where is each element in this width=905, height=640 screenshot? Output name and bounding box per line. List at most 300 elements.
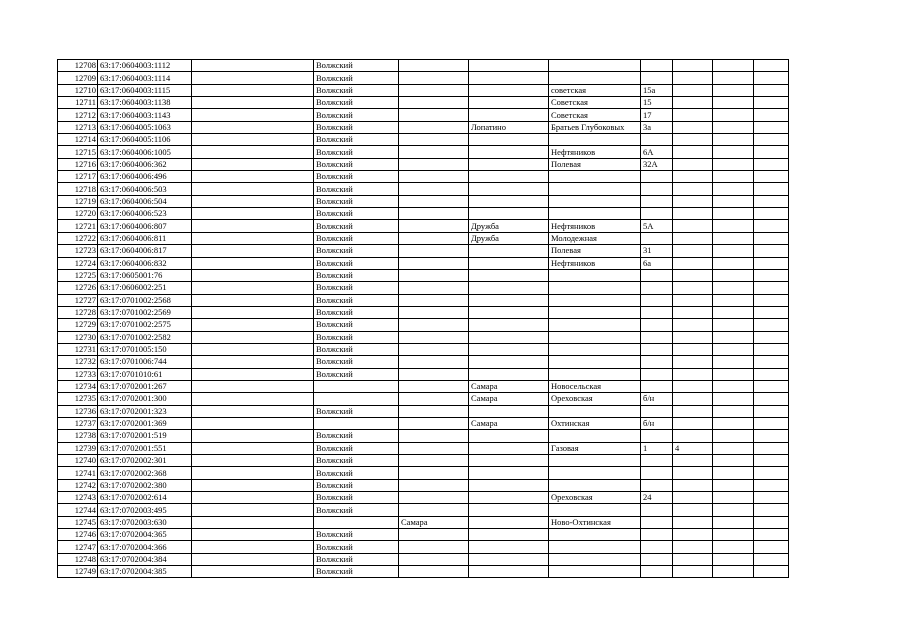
cell-apartment [713,282,754,294]
cell-district: Волжский [314,72,399,84]
cell-building [673,134,713,146]
cell-empty-column [192,294,314,306]
cell-cadastral-number: 63:17:0701002:2568 [98,294,192,306]
cell-cadastral-number: 63:17:0604006:832 [98,257,192,269]
cell-empty-column [192,442,314,454]
cell-building [673,368,713,380]
cell-settlement: Самара [469,380,549,392]
cell-empty-column [192,319,314,331]
cell-house: 31 [641,245,673,257]
table-row [58,380,789,392]
cell-extra [754,109,789,121]
cell-empty-column [192,158,314,170]
cell-apartment [713,393,754,405]
table-row [58,479,789,491]
cell-house [641,467,673,479]
cell-district: Волжский [314,171,399,183]
cell-settlement [469,430,549,442]
cell-cadastral-number: 63:17:0702004:365 [98,529,192,541]
cell-settlement [469,442,549,454]
cell-apartment [713,467,754,479]
cell-house [641,430,673,442]
cell-empty-column [192,257,314,269]
cell-extra [754,368,789,380]
cell-empty-column [192,455,314,467]
cell-building [673,319,713,331]
cell-house: 5А [641,220,673,232]
cell-settlement [469,257,549,269]
cell-extra [754,467,789,479]
cell-extra [754,72,789,84]
cell-house [641,319,673,331]
cell-settlement [469,467,549,479]
table-row [58,492,789,504]
cell-district: Волжский [314,529,399,541]
cell-city [399,405,469,417]
cell-district: Волжский [314,245,399,257]
table-row [58,516,789,528]
cell-settlement [469,171,549,183]
cell-street [549,343,641,355]
cell-street [549,405,641,417]
cell-district: Волжский [314,319,399,331]
cell-house [641,343,673,355]
cell-cadastral-number: 63:17:0702003:495 [98,504,192,516]
cell-row-number: 12730 [58,331,98,343]
cell-street [549,430,641,442]
cell-apartment [713,417,754,429]
cell-cadastral-number: 63:17:0604003:1112 [98,60,192,72]
cell-apartment [713,479,754,491]
table-row [58,306,789,318]
cell-empty-column [192,60,314,72]
cell-cadastral-number: 63:17:0604006:807 [98,220,192,232]
table-row [58,208,789,220]
cell-street [549,529,641,541]
table-row [58,356,789,368]
cell-house [641,455,673,467]
cell-building [673,380,713,392]
cell-city [399,343,469,355]
cell-city [399,331,469,343]
cell-cadastral-number: 63:17:0701002:2569 [98,306,192,318]
cell-row-number: 12733 [58,368,98,380]
cell-street: Советская [549,97,641,109]
cell-settlement [469,405,549,417]
table-row [58,553,789,565]
cell-extra [754,208,789,220]
cell-empty-column [192,541,314,553]
cell-extra [754,455,789,467]
cell-cadastral-number: 63:17:0702002:380 [98,479,192,491]
cell-empty-column [192,380,314,392]
cell-row-number: 12744 [58,504,98,516]
table-row [58,294,789,306]
cell-empty-column [192,331,314,343]
cell-city [399,72,469,84]
table-row [58,195,789,207]
cell-settlement [469,343,549,355]
cell-city [399,553,469,565]
cell-city [399,566,469,578]
data-table [57,59,789,578]
cell-row-number: 12736 [58,405,98,417]
cell-cadastral-number: 63:17:0701005:150 [98,343,192,355]
cell-city [399,245,469,257]
cell-building [673,492,713,504]
cell-street: Новосельская [549,380,641,392]
cell-building [673,430,713,442]
table-body [58,60,789,578]
cell-city [399,60,469,72]
cell-district: Волжский [314,232,399,244]
cell-street [549,60,641,72]
cell-settlement [469,566,549,578]
cell-street [549,368,641,380]
cell-settlement [469,319,549,331]
cell-settlement [469,97,549,109]
cell-street: советская [549,84,641,96]
cell-building: 4 [673,442,713,454]
cell-row-number: 12738 [58,430,98,442]
cell-row-number: 12711 [58,97,98,109]
cell-row-number: 12735 [58,393,98,405]
cell-street: Нефтяников [549,146,641,158]
cell-apartment [713,504,754,516]
cell-street [549,195,641,207]
cell-house: 6а [641,257,673,269]
cell-city [399,393,469,405]
cell-settlement: Самара [469,393,549,405]
cell-row-number: 12720 [58,208,98,220]
table-row [58,430,789,442]
cell-city [399,269,469,281]
cell-city [399,541,469,553]
cell-empty-column [192,529,314,541]
cell-cadastral-number: 63:17:0604006:523 [98,208,192,220]
cell-settlement [469,306,549,318]
cell-row-number: 12710 [58,84,98,96]
cell-empty-column [192,405,314,417]
cell-extra [754,417,789,429]
cell-settlement [469,455,549,467]
cell-apartment [713,183,754,195]
cell-house [641,504,673,516]
table-row [58,319,789,331]
cell-city [399,171,469,183]
cell-row-number: 12749 [58,566,98,578]
cell-building [673,504,713,516]
cell-empty-column [192,245,314,257]
cell-house: 24 [641,492,673,504]
cell-empty-column [192,171,314,183]
cell-row-number: 12715 [58,146,98,158]
cell-building [673,232,713,244]
cell-apartment [713,455,754,467]
cell-row-number: 12739 [58,442,98,454]
cell-row-number: 12740 [58,455,98,467]
cell-empty-column [192,492,314,504]
cell-city [399,356,469,368]
cell-row-number: 12727 [58,294,98,306]
cell-apartment [713,171,754,183]
cell-building [673,479,713,491]
cell-extra [754,282,789,294]
cell-extra [754,232,789,244]
cell-extra [754,405,789,417]
cell-empty-column [192,356,314,368]
cell-apartment [713,541,754,553]
cell-empty-column [192,134,314,146]
cell-city [399,84,469,96]
cell-settlement [469,492,549,504]
cell-city [399,220,469,232]
cell-building [673,417,713,429]
cell-street: Охтинская [549,417,641,429]
cell-cadastral-number: 63:17:0604003:1115 [98,84,192,96]
table-row [58,504,789,516]
cell-settlement [469,208,549,220]
cell-city [399,282,469,294]
cell-row-number: 12721 [58,220,98,232]
cell-city [399,158,469,170]
cell-building [673,146,713,158]
cell-house [641,232,673,244]
cell-empty-column [192,121,314,133]
cell-empty-column [192,306,314,318]
cell-house: 15 [641,97,673,109]
cell-settlement [469,282,549,294]
cell-street [549,72,641,84]
cell-street [549,269,641,281]
cell-house: 6А [641,146,673,158]
cell-apartment [713,146,754,158]
cell-house [641,516,673,528]
cell-empty-column [192,516,314,528]
cell-cadastral-number: 63:17:0604006:1005 [98,146,192,158]
cell-cadastral-number: 63:17:0604006:496 [98,171,192,183]
cell-settlement [469,553,549,565]
cell-street: Советская [549,109,641,121]
cell-building [673,405,713,417]
cell-district: Волжский [314,97,399,109]
cell-building [673,455,713,467]
cell-row-number: 12709 [58,72,98,84]
cell-apartment [713,380,754,392]
cell-street: Нефтяников [549,220,641,232]
cell-building [673,158,713,170]
table-row [58,331,789,343]
cell-row-number: 12737 [58,417,98,429]
cell-apartment [713,257,754,269]
cell-building [673,220,713,232]
cell-row-number: 12713 [58,121,98,133]
cell-cadastral-number: 63:17:0604006:811 [98,232,192,244]
cell-city [399,442,469,454]
cell-district: Волжский [314,84,399,96]
cell-house [641,368,673,380]
cell-extra [754,134,789,146]
cell-city [399,467,469,479]
cell-house [641,171,673,183]
cell-row-number: 12725 [58,269,98,281]
cell-house [641,479,673,491]
cell-settlement [469,134,549,146]
cell-building [673,109,713,121]
cell-settlement [469,504,549,516]
cell-cadastral-number: 63:17:0605001:76 [98,269,192,281]
cell-district: Волжский [314,109,399,121]
table-row [58,257,789,269]
cell-apartment [713,343,754,355]
cell-extra [754,171,789,183]
table-row [58,529,789,541]
cell-extra [754,183,789,195]
cell-apartment [713,566,754,578]
cell-city [399,368,469,380]
cell-extra [754,566,789,578]
cell-building [673,306,713,318]
cell-row-number: 12729 [58,319,98,331]
cell-row-number: 12731 [58,343,98,355]
cell-apartment [713,245,754,257]
table-row [58,220,789,232]
cell-cadastral-number: 63:17:0702004:384 [98,553,192,565]
cell-street [549,504,641,516]
cell-building [673,171,713,183]
cell-building [673,269,713,281]
cell-empty-column [192,84,314,96]
cell-cadastral-number: 63:17:0702001:300 [98,393,192,405]
cell-building [673,245,713,257]
cell-district: Волжский [314,566,399,578]
table-row [58,541,789,553]
cell-apartment [713,134,754,146]
cell-street [549,171,641,183]
cell-extra [754,380,789,392]
cell-street: Полевая [549,245,641,257]
cell-row-number: 12728 [58,306,98,318]
cell-apartment [713,269,754,281]
cell-city [399,380,469,392]
cell-building [673,84,713,96]
cell-house [641,380,673,392]
table-row [58,232,789,244]
table-row [58,134,789,146]
cell-row-number: 12742 [58,479,98,491]
cell-apartment [713,220,754,232]
cell-building [673,208,713,220]
cell-settlement [469,158,549,170]
cell-apartment [713,553,754,565]
cell-cadastral-number: 63:17:0702002:614 [98,492,192,504]
cell-apartment [713,158,754,170]
cell-city [399,257,469,269]
cell-extra [754,195,789,207]
cell-extra [754,343,789,355]
cell-city [399,529,469,541]
cell-street [549,455,641,467]
cell-extra [754,121,789,133]
cell-settlement [469,516,549,528]
cell-building [673,541,713,553]
cell-empty-column [192,479,314,491]
table-row [58,84,789,96]
cell-district: Волжский [314,134,399,146]
cell-extra [754,294,789,306]
cell-row-number: 12734 [58,380,98,392]
cell-building [673,195,713,207]
cell-extra [754,516,789,528]
cell-district: Волжский [314,269,399,281]
cell-house [641,208,673,220]
table-row [58,566,789,578]
cell-city [399,134,469,146]
cell-row-number: 12745 [58,516,98,528]
cell-settlement [469,245,549,257]
cell-building [673,566,713,578]
cell-cadastral-number: 63:17:0702001:369 [98,417,192,429]
cell-cadastral-number: 63:17:0606002:251 [98,282,192,294]
cell-row-number: 12747 [58,541,98,553]
cell-empty-column [192,343,314,355]
cell-settlement: Дружба [469,232,549,244]
cell-district: Волжский [314,541,399,553]
cell-house: б/н [641,417,673,429]
cell-empty-column [192,208,314,220]
cell-apartment [713,516,754,528]
table-row [58,417,789,429]
cell-building [673,282,713,294]
cell-house: 32А [641,158,673,170]
cell-building [673,393,713,405]
cell-city [399,183,469,195]
table-row [58,467,789,479]
table-row [58,109,789,121]
cell-row-number: 12748 [58,553,98,565]
cell-cadastral-number: 63:17:0702001:551 [98,442,192,454]
cell-extra [754,319,789,331]
cell-empty-column [192,97,314,109]
cell-street [549,541,641,553]
cell-apartment [713,195,754,207]
cell-street: Ореховская [549,492,641,504]
cell-district: Волжский [314,294,399,306]
cell-settlement [469,368,549,380]
cell-row-number: 12714 [58,134,98,146]
cell-cadastral-number: 63:17:0604003:1143 [98,109,192,121]
cell-district: Волжский [314,504,399,516]
cell-house [641,72,673,84]
cell-extra [754,529,789,541]
cell-district [314,516,399,528]
cell-extra [754,492,789,504]
cell-district: Волжский [314,220,399,232]
cell-city [399,319,469,331]
cell-street: Полевая [549,158,641,170]
cell-building [673,356,713,368]
cell-street [549,553,641,565]
cell-house [641,356,673,368]
cell-extra [754,84,789,96]
cell-building [673,97,713,109]
cell-cadastral-number: 63:17:0604003:1114 [98,72,192,84]
table-row [58,171,789,183]
cell-building [673,183,713,195]
cell-city [399,195,469,207]
cell-city [399,504,469,516]
cell-district: Волжский [314,195,399,207]
